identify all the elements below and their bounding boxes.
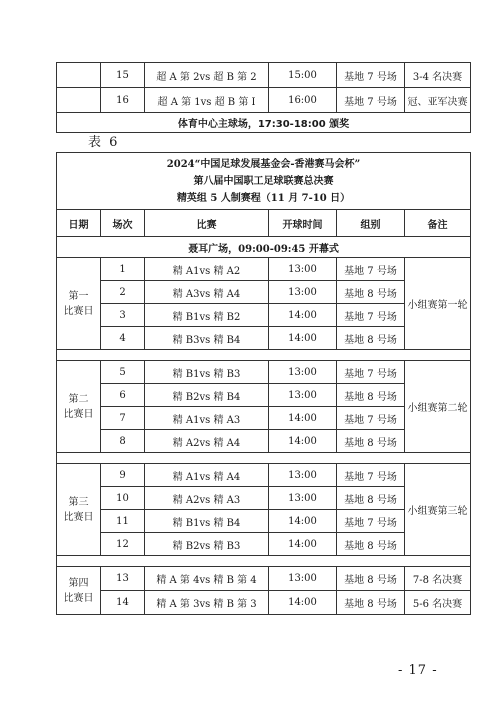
round-note: 小组赛第一轮 xyxy=(405,258,471,350)
note: 7-8 名决赛 xyxy=(405,567,471,591)
match-pairing: 精 A1vs 精 A3 xyxy=(145,407,269,430)
match-pairing: 精 B1vs 精 B3 xyxy=(145,361,269,384)
kickoff-time: 13:00 xyxy=(269,361,337,384)
match-number: 10 xyxy=(101,487,145,510)
kickoff-time: 15:00 xyxy=(269,63,337,88)
previous-schedule-table xyxy=(56,62,471,133)
match-number: 3 xyxy=(101,304,145,327)
kickoff-time: 13:00 xyxy=(269,567,337,591)
table-row xyxy=(57,88,471,113)
match-number: 16 xyxy=(101,88,145,113)
header-match-number: 场次 xyxy=(101,210,145,237)
venue: 基地 7 号场 xyxy=(337,407,405,430)
match-number: 11 xyxy=(101,510,145,533)
header-match: 比赛 xyxy=(145,210,269,237)
venue: 基地 8 号场 xyxy=(337,281,405,304)
match-number: 15 xyxy=(101,63,145,88)
match-number: 8 xyxy=(101,430,145,453)
note: 3-4 名决赛 xyxy=(405,63,471,88)
award-ceremony-row: 体育中心主球场，17:30-18:00 颁奖 xyxy=(57,113,471,133)
match-number: 1 xyxy=(101,258,145,281)
venue: 基地 8 号场 xyxy=(337,567,405,591)
match-number: 7 xyxy=(101,407,145,430)
kickoff-time: 16:00 xyxy=(269,88,337,113)
match-number: 14 xyxy=(101,591,145,615)
note: 冠、亚军决赛 xyxy=(405,88,471,113)
venue: 基地 8 号场 xyxy=(337,591,405,615)
round-note: 小组赛第二轮 xyxy=(405,361,471,453)
venue: 基地 7 号场 xyxy=(337,88,405,113)
day-label: 第四 比赛日 xyxy=(57,567,101,615)
kickoff-time: 14:00 xyxy=(269,591,337,615)
match-pairing: 超 A 第 2vs 超 B 第 2 xyxy=(145,63,269,88)
spacer-row xyxy=(57,556,471,567)
kickoff-time: 13:00 xyxy=(269,487,337,510)
opening-ceremony-row: 聂耳广场，09:00-09:45 开幕式 xyxy=(57,237,471,258)
venue: 基地 7 号场 xyxy=(337,510,405,533)
venue: 基地 7 号场 xyxy=(337,63,405,88)
match-pairing: 精 B2vs 精 B4 xyxy=(145,384,269,407)
table-row xyxy=(57,63,471,88)
match-pairing: 精 A 第 3vs 精 B 第 3 xyxy=(145,591,269,615)
elite-5-a-side-schedule-table xyxy=(56,152,471,615)
day-label: 第二 比赛日 xyxy=(57,361,101,453)
venue: 基地 7 号场 xyxy=(337,361,405,384)
title-line-1: 2024“中国足球发展基金会-香港赛马会杯” xyxy=(166,158,361,170)
match-pairing: 精 B1vs 精 B4 xyxy=(145,510,269,533)
kickoff-time: 14:00 xyxy=(269,407,337,430)
header-kickoff-time: 开球时间 xyxy=(269,210,337,237)
kickoff-time: 14:00 xyxy=(269,510,337,533)
match-pairing: 精 A 第 4vs 精 B 第 4 xyxy=(145,567,269,591)
venue: 基地 7 号场 xyxy=(337,464,405,487)
table-row xyxy=(57,567,471,591)
match-number: 5 xyxy=(101,361,145,384)
venue: 基地 8 号场 xyxy=(337,487,405,510)
venue: 基地 8 号场 xyxy=(337,533,405,556)
venue: 基地 7 号场 xyxy=(337,258,405,281)
venue: 基地 8 号场 xyxy=(337,430,405,453)
kickoff-time: 13:00 xyxy=(269,258,337,281)
spacer-row xyxy=(57,350,471,361)
kickoff-time: 14:00 xyxy=(269,327,337,350)
venue: 基地 8 号场 xyxy=(337,384,405,407)
day-label: 第三 比赛日 xyxy=(57,464,101,556)
note: 5-6 名决赛 xyxy=(405,591,471,615)
kickoff-time: 14:00 xyxy=(269,533,337,556)
table-row xyxy=(57,258,471,281)
day-label: 第一 比赛日 xyxy=(57,258,101,350)
match-pairing: 精 B3vs 精 B4 xyxy=(145,327,269,350)
kickoff-time: 13:00 xyxy=(269,384,337,407)
title-line-3: 精英组 5 人制赛程（11 月 7-10 日） xyxy=(176,192,351,204)
spacer-row xyxy=(57,453,471,464)
match-number: 6 xyxy=(101,384,145,407)
match-number: 9 xyxy=(101,464,145,487)
table-row xyxy=(57,591,471,615)
header-group: 组别 xyxy=(337,210,405,237)
kickoff-time: 14:00 xyxy=(269,304,337,327)
table-row xyxy=(57,361,471,384)
match-number: 13 xyxy=(101,567,145,591)
match-pairing: 超 A 第 1vs 超 B 第 I xyxy=(145,88,269,113)
match-pairing: 精 B2vs 精 B3 xyxy=(145,533,269,556)
round-note: 小组赛第三轮 xyxy=(405,464,471,556)
match-pairing: 精 A2vs 精 A4 xyxy=(145,430,269,453)
match-number: 12 xyxy=(101,533,145,556)
kickoff-time: 14:00 xyxy=(269,430,337,453)
match-pairing: 精 A1vs 精 A4 xyxy=(145,464,269,487)
match-pairing: 精 B1vs 精 B2 xyxy=(145,304,269,327)
header-note: 备注 xyxy=(405,210,471,237)
table-row xyxy=(57,464,471,487)
match-pairing: 精 A1vs 精 A2 xyxy=(145,258,269,281)
match-number: 4 xyxy=(101,327,145,350)
header-date: 日期 xyxy=(57,210,101,237)
table-title xyxy=(57,153,471,210)
kickoff-time: 13:00 xyxy=(269,464,337,487)
match-pairing: 精 A2vs 精 A3 xyxy=(145,487,269,510)
kickoff-time: 13:00 xyxy=(269,281,337,304)
table-caption: 表 6 xyxy=(88,135,120,150)
match-number: 2 xyxy=(101,281,145,304)
header-row xyxy=(57,210,471,237)
venue: 基地 8 号场 xyxy=(337,327,405,350)
title-line-2: 第八届中国职工足球联赛总决赛 xyxy=(193,175,334,187)
venue: 基地 7 号场 xyxy=(337,304,405,327)
page-number: - 17 - xyxy=(398,663,438,678)
match-pairing: 精 A3vs 精 A4 xyxy=(145,281,269,304)
